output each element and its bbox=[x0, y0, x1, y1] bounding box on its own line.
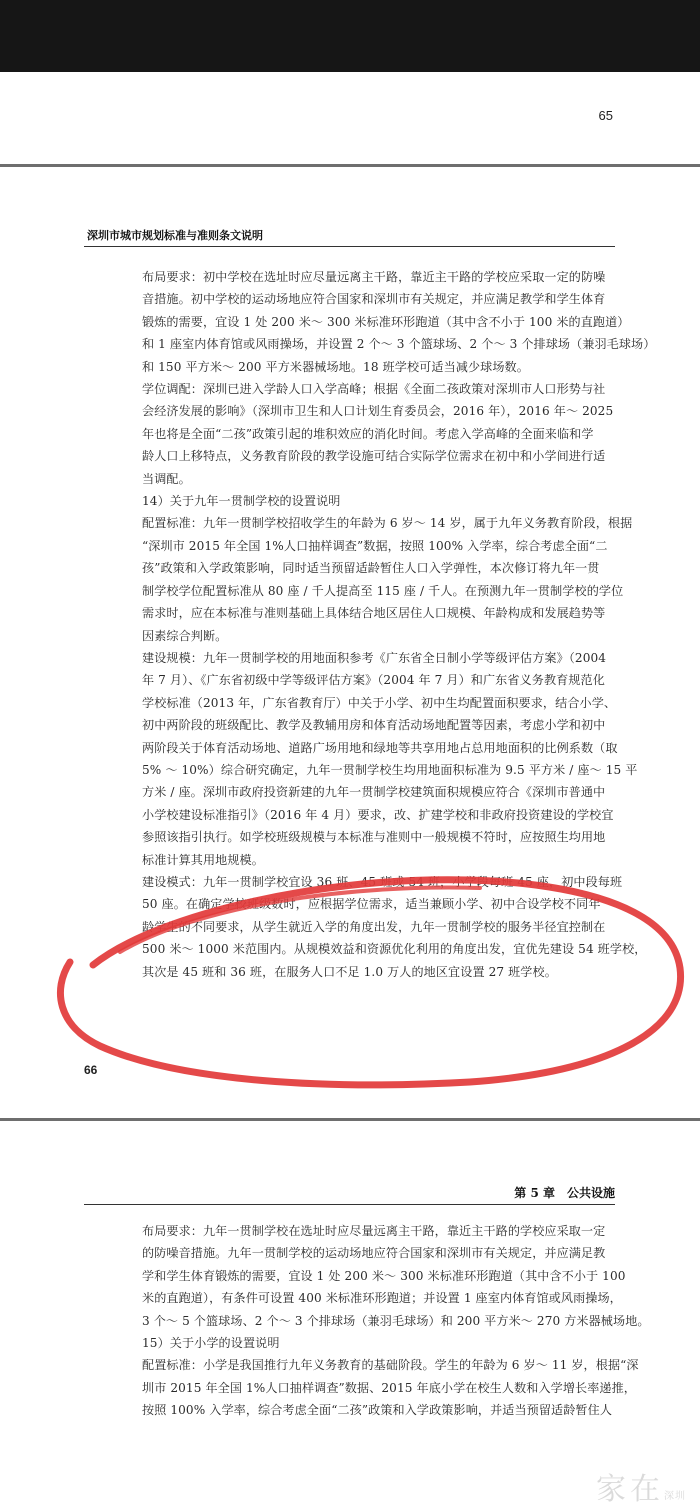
header-rule bbox=[84, 246, 615, 247]
text-line: 参照该指引执行。如学校班级规模与本标准与准则中一般规模不符时，应按照生均用地 bbox=[142, 830, 606, 845]
lower-page-body bbox=[142, 1220, 650, 1422]
section-heading: 14）关于九年一贯制学校的设置说明 bbox=[142, 494, 341, 509]
text-line: 初中两阶段的班级配比、教学及教辅用房和体育活动场地配置等因素，考虑小学和初中 bbox=[142, 718, 606, 733]
text-line: 米的直跑道），有条件可设置 400 米标准环形跑道；并设置 1 座室内体育馆或风雨操场， bbox=[142, 1291, 622, 1306]
highlighted-text-line: 龄学生的不同要求，从学生就近入学的角度出发，九年一贯制学校的服务半径宜控制在 bbox=[142, 919, 606, 934]
text-line: 和 1 座室内体育馆或风雨操场，并设置 2 个～ 3 个篮球场、2 个～ 3 个排球场（兼羽毛球场） bbox=[142, 337, 656, 352]
top-black-bar bbox=[0, 0, 700, 72]
text-line: 3 个～ 5 个篮球场、2 个～ 3 个排球场（兼羽毛球场）和 200 平方米～ 270 方米器械场地。 bbox=[142, 1313, 650, 1328]
running-header: 深圳市城市规划标准与准则条文说明 bbox=[87, 229, 263, 242]
section-heading: 15）关于小学的设置说明 bbox=[142, 1336, 280, 1351]
watermark bbox=[596, 1464, 686, 1508]
text-line: 制学校学位配置标准从 80 座 / 千人提高至 115 座 / 千人。在预测九年一贯制学校的学位 bbox=[142, 583, 624, 598]
text-line: 当调配。 bbox=[142, 471, 191, 486]
highlighted-text-line: 建设模式：九年一贯制学校宜设 36 班、45 班或 54 班，小学段每班 45 座，初中段每班 bbox=[142, 874, 623, 889]
watermark-main-text: 家在 bbox=[596, 1472, 664, 1507]
text-line: 布局要求：九年一贯制学校在选址时应尽量远离主干路，靠近主干路的学校应采取一定 bbox=[142, 1224, 606, 1238]
text-line: 学校标准（2013 年，广东省教育厅）中关于小学、初中生均配置面积要求，结合小学、 bbox=[142, 695, 617, 710]
text-line: 圳市 2015 年全国 1%人口抽样调查”数据、2015 年底小学在校生人数和入学增长率递推， bbox=[142, 1380, 637, 1395]
text-line: 学和学生体育锻炼的需要，宜设 1 处 200 米～ 300 米标准环形跑道（其中含不小于 100 bbox=[142, 1268, 626, 1283]
text-line: 小学校建设标准指引》（2016 年 4 月）要求，改、扩建学校和非政府投资建设的学校宜 bbox=[142, 807, 614, 822]
text-line: 龄人口上移特点，义务教育阶段的教学设施可结合实际学位需求在初中和小学间进行适 bbox=[142, 449, 606, 464]
text-line: 标准计算其用地规模。 bbox=[142, 852, 264, 867]
text-line: “深圳市 2015 年全国 1%人口抽样调查”数据，按照 100% 入学率，综合考虑全面“二 bbox=[142, 538, 608, 553]
text-line: 需求时，应在本标准与准则基础上具体结合地区居住人口规模、年龄构成和发展趋势等 bbox=[142, 606, 606, 621]
text-line: 孩”政策和入学政策影响，同时适当预留适龄暂住人口入学弹性，本次修订将九年一贯 bbox=[142, 561, 600, 576]
chapter-header: 第 5 章 公共设施 bbox=[514, 1186, 615, 1200]
text-line: 年也将是全面“二孩”政策引起的堆积效应的消化时间。考虑入学高峰的全面来临和学 bbox=[142, 426, 594, 441]
text-line: 建设规模：九年一贯制学校的用地面积参考《广东省全日制小学等级评估方案》（2004 bbox=[142, 650, 607, 665]
text-line: 锻炼的需要，宜设 1 处 200 米～ 300 米标准环形跑道（其中含不小于 100 米的直跑道） bbox=[142, 314, 630, 329]
text-line: 布局要求：初中学校在选址时应尽量远离主干路，靠近主干路的学校应采取一定的防噪 bbox=[142, 270, 606, 284]
text-line: 学位调配：深圳已进入学龄人口入学高峰；根据《全面二孩政策对深圳市人口形势与社 bbox=[142, 382, 606, 397]
page-separator-top bbox=[0, 164, 700, 167]
text-line: 因素综合判断。 bbox=[142, 628, 228, 643]
text-line: 配置标准：小学是我国推行九年义务教育的基础阶段。学生的年龄为 6 岁～ 11 岁，根据“深 bbox=[142, 1358, 639, 1373]
text-line: 的防噪音措施。九年一贯制学校的运动场地应符合国家和深圳市有关规定，并应满足教 bbox=[142, 1246, 606, 1261]
highlighted-text-line: 500 米～ 1000 米范围内。从规模效益和资源优化利用的角度出发，宜优先建设 54 班学校， bbox=[142, 942, 647, 957]
text-line: 年 7 月）、《广东省初级中学等级评估方案》（2004 年 7 月）和广东省义务教育规范化 bbox=[142, 673, 605, 688]
chapter-header-rule bbox=[84, 1204, 615, 1205]
text-line: 两阶段关于体育活动场地、道路广场用地和绿地等共享用地占总用地面积的比例系数（取 bbox=[142, 740, 618, 755]
text-line: 按照 100% 入学率，综合考虑全面“二孩”政策和入学政策影响，并适当预留适龄暂住人 bbox=[142, 1403, 613, 1418]
text-line: 5% ～ 10%）综合研究确定，九年一贯制学校生均用地面积标准为 9.5 平方米 / 座～ 15 平 bbox=[142, 762, 638, 777]
page-number-bottom: 66 bbox=[84, 1063, 98, 1077]
text-line: 和 150 平方米～ 200 平方米器械场地。18 班学校可适当减少球场数。 bbox=[142, 359, 529, 374]
text-line: 配置标准：九年一贯制学校招收学生的年龄为 6 岁～ 14 岁，属于九年义务教育阶段，根据 bbox=[142, 516, 633, 531]
watermark-sub-text: 深圳 bbox=[664, 1491, 686, 1502]
page-separator-bottom bbox=[0, 1118, 700, 1121]
upper-page-body bbox=[142, 266, 656, 983]
page-number-top: 65 bbox=[598, 108, 613, 123]
text-line: 音措施。初中学校的运动场地应符合国家和深圳市有关规定，并应满足教学和学生体育 bbox=[142, 292, 606, 307]
highlighted-text-line: 50 座。在确定学校班级数时，应根据学位需求，适当兼顾小学、初中合设学校不同年 bbox=[142, 897, 601, 912]
text-line: 会经济发展的影响》（深圳市卫生和人口计划生育委员会，2016 年），2016 年～ 2025 bbox=[142, 404, 614, 419]
text-line: 方米 / 座。深圳市政府投资新建的九年一贯制学校建筑面积规模应符合《深圳市普通中 bbox=[142, 785, 606, 800]
highlighted-text-line: 其次是 45 班和 36 班，在服务人口不足 1.0 万人的地区宜设置 27 班学校。 bbox=[142, 964, 557, 979]
